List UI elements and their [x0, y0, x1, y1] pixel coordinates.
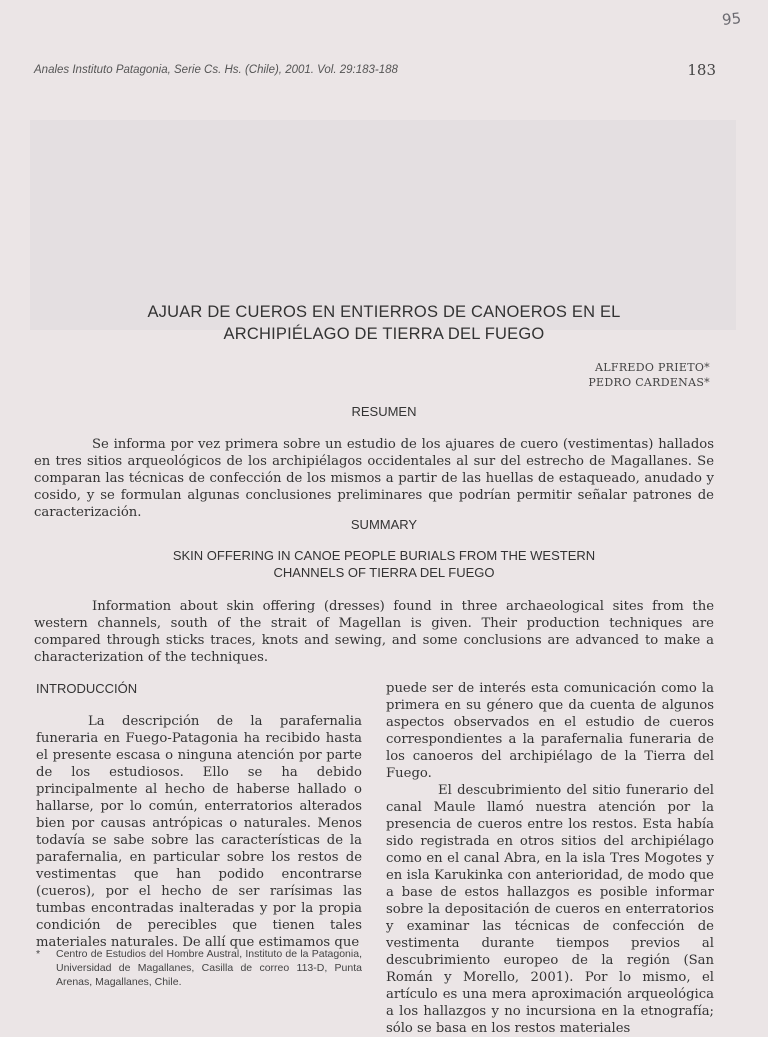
left-column-paragraph: La descripción de la parafernalia funeraria en Fuego-Patagonia ha recibido hasta el presente escasa o ninguna atención por parte de los estudiosos. Ello se ha debido principalmente al hecho de haberse hallado o hallarse, por lo común, enterratorios alterados bien por causas antrópicas o naturales. Menos todavía se sabe sobre las características de la parafernalia, en particular sobre los restos de vestimentas que han podido encontrarse (cueros), por el hecho de ser rarísimas las tumbas encontradas inalteradas y por la propia condición de perecibles que tienen tales materiales naturales. De allí que estimamos que: [36, 714, 362, 950]
footnote-mark: *: [36, 948, 41, 960]
footnote-text: Centro de Estudios del Hombre Austral, Instituto de la Patagonia, Universidad de Magallanes, Casilla de correo 113-D, Punta Arenas, Magallanes, Chile.: [56, 948, 362, 988]
footnote: [36, 947, 362, 989]
background-shade: [30, 120, 736, 330]
resumen-paragraph: [34, 436, 714, 521]
author-1: ALFREDO PRIETO*: [595, 361, 710, 374]
introduccion-heading: INTRODUCCIÓN: [36, 681, 138, 696]
summary-heading: SUMMARY: [350, 517, 418, 532]
summary-paragraph: [34, 598, 714, 666]
article-title-line-1: AJUAR DE CUEROS EN ENTIERROS DE CANOEROS EN EL: [147, 303, 621, 321]
right-column-paragraph-1: puede ser de interés esta comunicación como la primera en su género que da cuenta de algunos aspectos observados en el estudio de cueros correspondientes a la parafernalia funeraria de los canoeros del archipiélago de la Tierra del Fuego.: [386, 681, 714, 781]
handwritten-page-note: 95: [721, 9, 742, 29]
right-column: [386, 680, 714, 1037]
right-column-paragraph-2: El descubrimiento del sitio funerario del canal Maule llamó nuestra atención por la presencia de cueros entre los restos. Esta había sido registrada en otros sitios del archipiélago como en el canal Abra, en la isla Tres Mogotes y en isla Karukinka con anterioridad, de modo que a base de estos hallazgos es posible informar sobre la depositación de cueros en enterratorios y examinar las técnicas de confección de vestimenta durante tiempos previos al descubrimiento europeo de la región (San Román y Morello, 2001). Por lo mismo, el artículo es una mera aproximación arqueológica a los hallazgos y no incursiona en la etnografía; sólo se basa en los restos materiales: [386, 783, 714, 1036]
english-title-line-1: SKIN OFFERING IN CANOE PEOPLE BURIALS FROM THE WESTERN: [172, 548, 596, 563]
resumen-heading: RESUMEN: [351, 404, 417, 419]
page-number: 183: [687, 61, 716, 79]
article-title-line-2: ARCHIPIÉLAGO DE TIERRA DEL FUEGO: [223, 325, 545, 343]
running-head: Anales Instituto Patagonia, Serie Cs. Hs. (Chile), 2001. Vol. 29:183-188: [34, 64, 398, 76]
english-title-line-2: CHANNELS OF TIERRA DEL FUEGO: [273, 565, 495, 580]
resumen-text: Se informa por vez primera sobre un estudio de los ajuares de cuero (vestimentas) hallados en tres sitios arqueológicos de los archipiélagos occidentales al sur del estrecho de Magallanes. Se comparan las técnicas de confección de los mismos a partir de las huellas de estaqueado, anudado y cosido, y se formulan algunas conclusiones preliminares que podrían permitir señalar patrones de caracterización.: [34, 437, 714, 520]
author-2: PEDRO CARDENAS*: [588, 376, 710, 389]
left-column: [36, 713, 362, 951]
summary-text: Information about skin offering (dresses) found in three archaeological sites from the western channels, south of the strait of Magellan is given. Their production techniques are compared through sticks traces, knots and sewing, and some conclusions are advanced to make a characterization of the techniques.: [34, 599, 714, 665]
